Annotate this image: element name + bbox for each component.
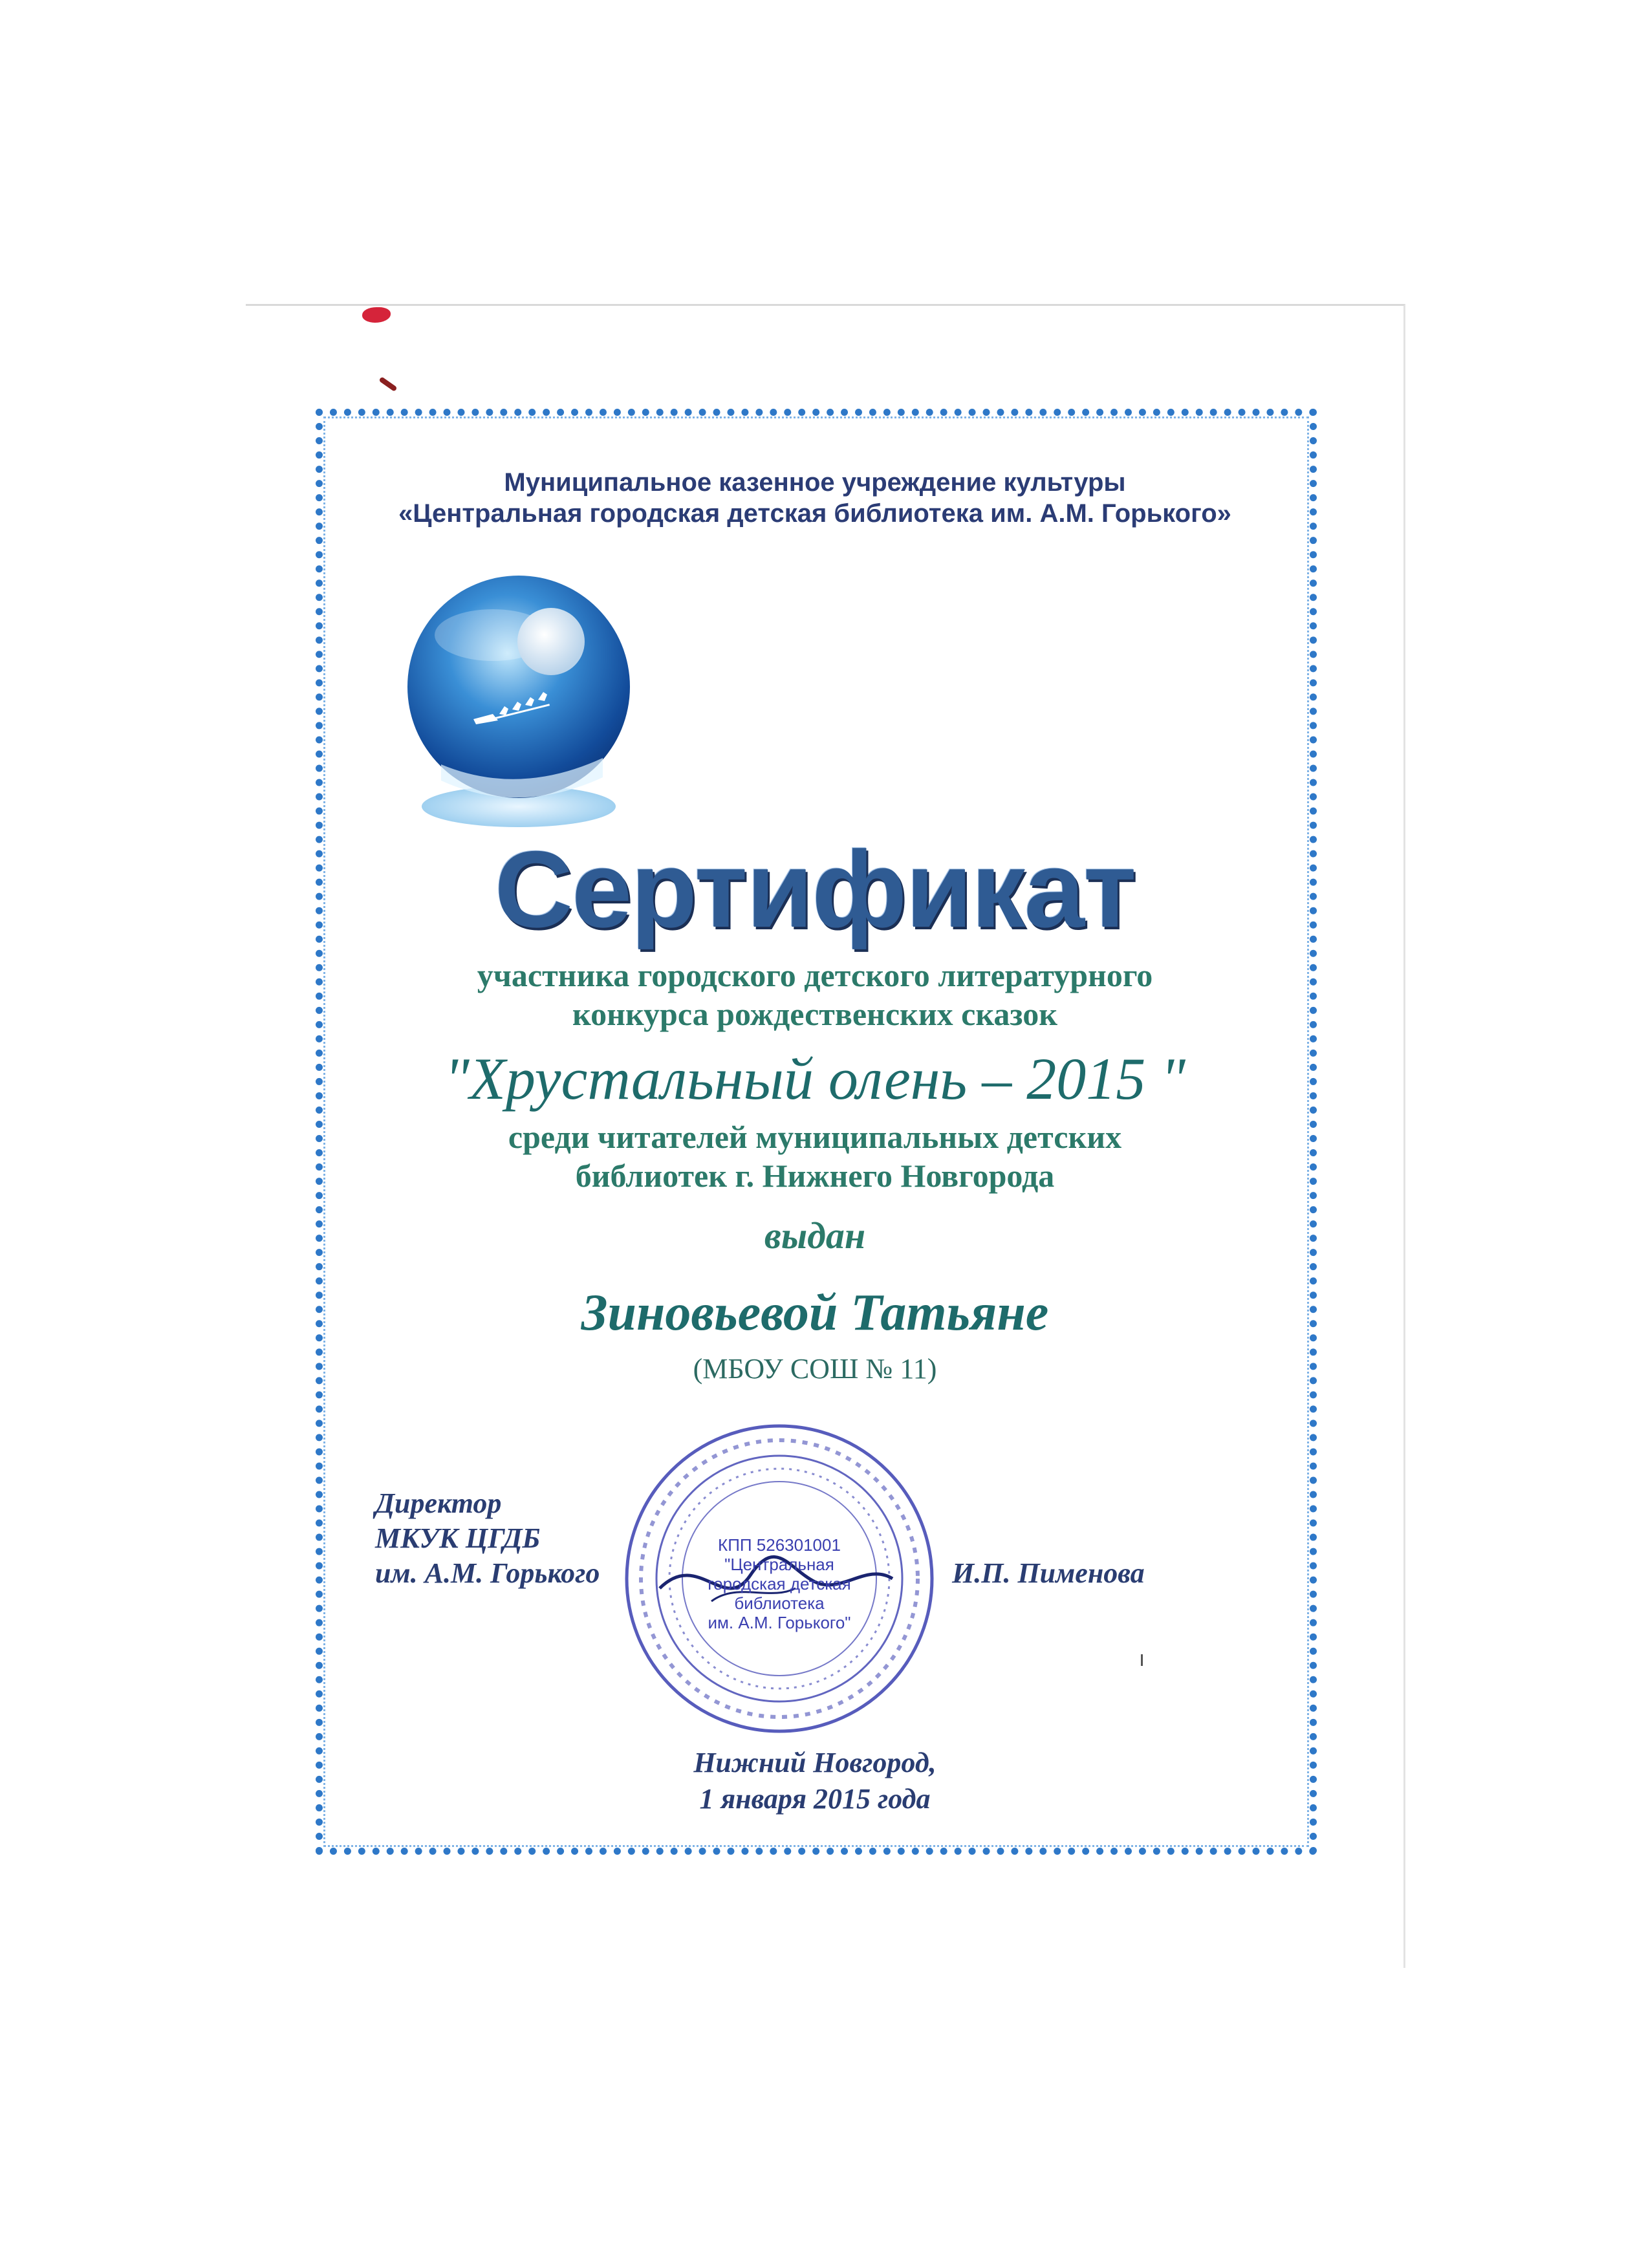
place-and-date — [336, 1745, 1294, 1817]
director-org: МКУК ЦГДБ — [375, 1522, 541, 1554]
city: Нижний Новгород, — [693, 1747, 937, 1778]
signer-name: И.П. Пименова — [952, 1557, 1145, 1589]
recipient-name: Зиновьевой Татьяне — [581, 1284, 1049, 1341]
subtitle-line-2: конкурса рождественских сказок — [572, 996, 1057, 1032]
certificate-title: Сертификат — [494, 828, 1136, 950]
stamp-line-1: "Центральная — [724, 1555, 834, 1574]
organization-line-2: «Центральная городская детская библиотека им. А.М. Горького» — [398, 499, 1231, 528]
crystal-globe-icon — [396, 564, 642, 836]
scan-mark — [1141, 1654, 1143, 1666]
subtitle-line-1: участника городского детского литературного — [477, 957, 1153, 993]
stamp-line-2: городская детская — [708, 1574, 851, 1593]
organization-line-1: Муниципальное казенное учреждение культуры — [504, 468, 1126, 497]
date: 1 января 2015 года — [699, 1783, 931, 1815]
readers-line-1: среди читателей муниципальных детских — [508, 1119, 1122, 1155]
stamp-line-3: библиотека — [734, 1593, 825, 1613]
director-org-name: им. А.М. Горького — [375, 1557, 600, 1589]
stamp-line-4: им. А.М. Горького" — [708, 1613, 851, 1632]
stamp-text — [698, 1535, 860, 1632]
issued-label: выдан — [764, 1215, 866, 1257]
contest-name: "Хрустальный олень – 2015 " — [444, 1046, 1186, 1112]
stamp-kpp: КПП 526301001 — [718, 1535, 841, 1555]
director-block — [375, 1486, 660, 1591]
recipient-school: (МБОУ СОШ № 11) — [693, 1353, 937, 1385]
participant-subtitle — [336, 956, 1294, 1033]
readers-text — [336, 1118, 1294, 1195]
organization-header — [336, 467, 1294, 529]
readers-line-2: библиотек г. Нижнего Новгорода — [575, 1158, 1055, 1194]
director-title: Директор — [375, 1487, 502, 1519]
